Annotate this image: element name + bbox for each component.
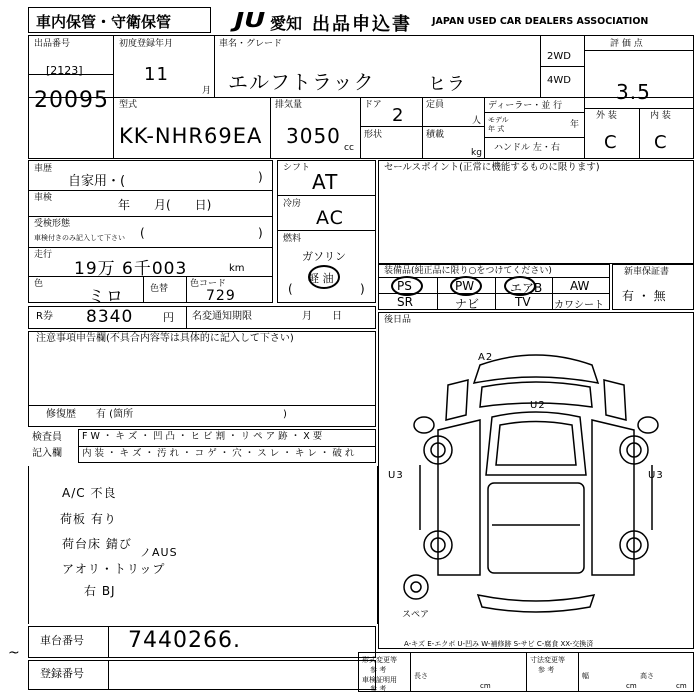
- equip-tv: TV: [515, 295, 531, 309]
- page-title: 出品申込書: [312, 14, 412, 35]
- cert-no-label-2: 参 考: [370, 685, 387, 693]
- reg-label: 登録番号: [40, 667, 84, 680]
- color-code-value: 729: [206, 288, 236, 304]
- history-label: 車歴: [34, 164, 53, 174]
- chassis-label: 車台番号: [40, 634, 84, 647]
- capacity-label: 定員: [426, 100, 445, 110]
- yen-unit: 円: [163, 311, 174, 324]
- note-line-2: 荷板 有り: [60, 512, 117, 526]
- storage-label: 車内保管・守衛保管: [36, 13, 172, 31]
- repair-label: 修復歴 有 (箇所: [46, 409, 134, 420]
- receipt-label: 受検形態: [34, 219, 71, 229]
- interior-label: 内 装: [650, 111, 671, 121]
- rating-label: 評 価 点: [610, 39, 643, 49]
- interior-line: 内 装 ・ キ ズ ・ 汚 れ ・ コ ゲ ・ 穴 ・ ス レ ・ キ レ ・ 破 れ: [82, 448, 355, 459]
- year-unit: 年: [570, 120, 580, 130]
- equip-airbag-circle: [504, 276, 536, 296]
- damage-mark-hood: U2: [530, 400, 546, 411]
- color-code-label: 色コード: [190, 279, 227, 289]
- size-label: 寸法変更等: [530, 656, 565, 664]
- car-diagram: [380, 325, 692, 625]
- warranty-label: 新車保証書: [624, 267, 670, 277]
- lot-number: 20095: [34, 88, 109, 113]
- repair-close: ): [283, 409, 287, 420]
- exterior-label: 外 装: [596, 111, 617, 121]
- note-line-5: アオリ・トリップ: [62, 562, 166, 576]
- receipt-paren: ): [258, 226, 263, 240]
- door-value: 2: [392, 105, 405, 126]
- equip-ps: PS: [397, 279, 412, 293]
- sales-point-label: セールスポイント(正常に機能するものに限ります): [384, 162, 600, 173]
- fuel-label: 燃料: [283, 234, 302, 244]
- warranty-values: 有 ・ 無: [622, 289, 666, 303]
- interior-value: C: [654, 132, 668, 153]
- equip-ps-circle: [391, 276, 423, 296]
- history-value: 自家用・(: [68, 174, 126, 189]
- notice-label: 名変通知期限: [192, 311, 252, 322]
- cm-unit-3: cm: [676, 682, 687, 690]
- rear-label: 後日品: [384, 315, 412, 325]
- note-line-3: 荷台床 錆び: [62, 537, 132, 551]
- equip-airbag: エアB: [510, 281, 543, 295]
- equipment-label: 装備品(純正品に限り○をつけてください): [384, 266, 552, 276]
- displacement-label: 排気量: [275, 100, 303, 110]
- displacement-value: 3050: [286, 124, 341, 148]
- exterior-value: C: [604, 132, 618, 153]
- mileage-label: 走行: [34, 250, 53, 260]
- fuel-value: ガソリン: [302, 250, 346, 263]
- cm-unit-2: cm: [626, 682, 637, 690]
- first-reg-label: 初度登録年月: [119, 39, 174, 49]
- receipt-value: (: [140, 226, 145, 240]
- shift-value: AT: [312, 170, 339, 194]
- association-name: JAPAN USED CAR DEALERS ASSOCIATION: [432, 16, 649, 27]
- drive-4wd: 4WD: [547, 75, 571, 86]
- door-label: ドア: [364, 100, 382, 110]
- color-change-label: 色替: [150, 284, 169, 294]
- dealer-label: ディーラー・並 行: [488, 101, 563, 111]
- color-value: ミロ: [88, 287, 124, 307]
- cert-no-label: 車検証明用: [362, 676, 397, 684]
- ac-label: 冷房: [283, 199, 302, 209]
- month-unit: 月: [202, 86, 212, 96]
- model-value: KK-NHR69EA: [119, 124, 263, 148]
- cm-unit-1: cm: [480, 682, 491, 690]
- grade-value: ヒラ: [428, 74, 466, 95]
- height-label: 高さ: [640, 672, 654, 680]
- cert-label-2: 参 考: [370, 666, 387, 674]
- mileage-value: 19万 6千003: [74, 259, 188, 279]
- fuel-value-diesel: 軽 油: [308, 272, 334, 285]
- inspection-value: 年 月( 日): [118, 198, 212, 212]
- first-reg-value: 11: [144, 64, 169, 85]
- equip-sr: SR: [397, 295, 413, 309]
- brand-region: 愛知: [270, 14, 303, 33]
- equip-pw: PW: [455, 279, 475, 293]
- equip-navi: ナビ: [455, 297, 480, 311]
- history-block: [28, 160, 273, 303]
- length-label: 長さ: [414, 672, 428, 680]
- model-year-label: モデル: [488, 116, 509, 124]
- ac-value: AC: [316, 207, 344, 229]
- model-label: 型式: [119, 100, 138, 110]
- note-line-1: A/C 不良: [62, 486, 117, 500]
- spare-label: スペア: [402, 610, 430, 620]
- chassis-value: 7440266.: [128, 628, 241, 653]
- width-label: 幅: [582, 672, 589, 680]
- size-label-2: 参 考: [538, 666, 555, 674]
- recycle-value: 8340: [86, 307, 134, 327]
- car-name-label: 車名・グレード: [219, 39, 283, 49]
- fuel-paren-open: (: [288, 282, 293, 296]
- rating-value: 3.5: [616, 80, 651, 104]
- color-label: 色: [34, 279, 44, 289]
- km-unit: km: [229, 263, 245, 274]
- fuel-circle-mark: [308, 265, 340, 289]
- caution-label: 注意事項申告欄(不具合内容等は具体的に記入して下さい): [36, 333, 294, 344]
- handle-label: ハンドル 左・右: [494, 143, 560, 153]
- equip-pw-circle: [450, 276, 482, 296]
- model-year-label2: 年 式: [488, 125, 505, 133]
- inspector-label: 検査員: [32, 432, 62, 443]
- lot-label: 出品番号: [34, 39, 71, 49]
- notice-date: 月 日: [302, 311, 342, 322]
- fuel-paren-close: ): [360, 282, 365, 296]
- damage-mark-right: U3: [648, 470, 664, 481]
- shape-label: 形状: [364, 130, 383, 140]
- cc-unit: cc: [344, 143, 354, 153]
- person-unit: 人: [472, 116, 482, 126]
- cert-label: 形式変更等: [362, 656, 397, 664]
- damage-legend: A-キズ E-エクボ U-凹み W-補修跡 S-サビ C-腐食 XX-交換済: [404, 640, 594, 648]
- shift-label: シフト: [283, 163, 311, 173]
- inspection-label: 車検: [34, 193, 53, 203]
- note-line-4: ノAUS: [140, 546, 178, 559]
- fw-line: F W ・ キ ズ ・ 凹 凸 ・ ヒ ビ 割 ・ リ ペ ア 跡 ・ X 要: [82, 431, 323, 442]
- drive-2wd: 2WD: [547, 51, 571, 62]
- car-name-value: エルフトラック: [228, 70, 375, 94]
- entry-label: 記入欄: [32, 448, 62, 459]
- recycle-label: R券: [36, 311, 53, 322]
- equip-seat: カワシート: [554, 300, 604, 311]
- damage-mark-front: A2: [478, 352, 494, 363]
- equip-aw: AW: [570, 279, 590, 293]
- load-label: 積載: [426, 130, 445, 140]
- history-paren: ): [258, 170, 263, 184]
- receipt-note: 車検付きのみ記入して下さい: [34, 234, 125, 242]
- corner-mark: ~: [8, 645, 21, 661]
- lot-code: [2123]: [46, 64, 83, 77]
- damage-mark-left: U3: [388, 470, 404, 481]
- sales-point-box: [378, 160, 694, 264]
- ju-logo: JU: [234, 8, 266, 32]
- kg-unit: kg: [471, 148, 482, 158]
- note-line-6: 右 BJ: [84, 584, 116, 598]
